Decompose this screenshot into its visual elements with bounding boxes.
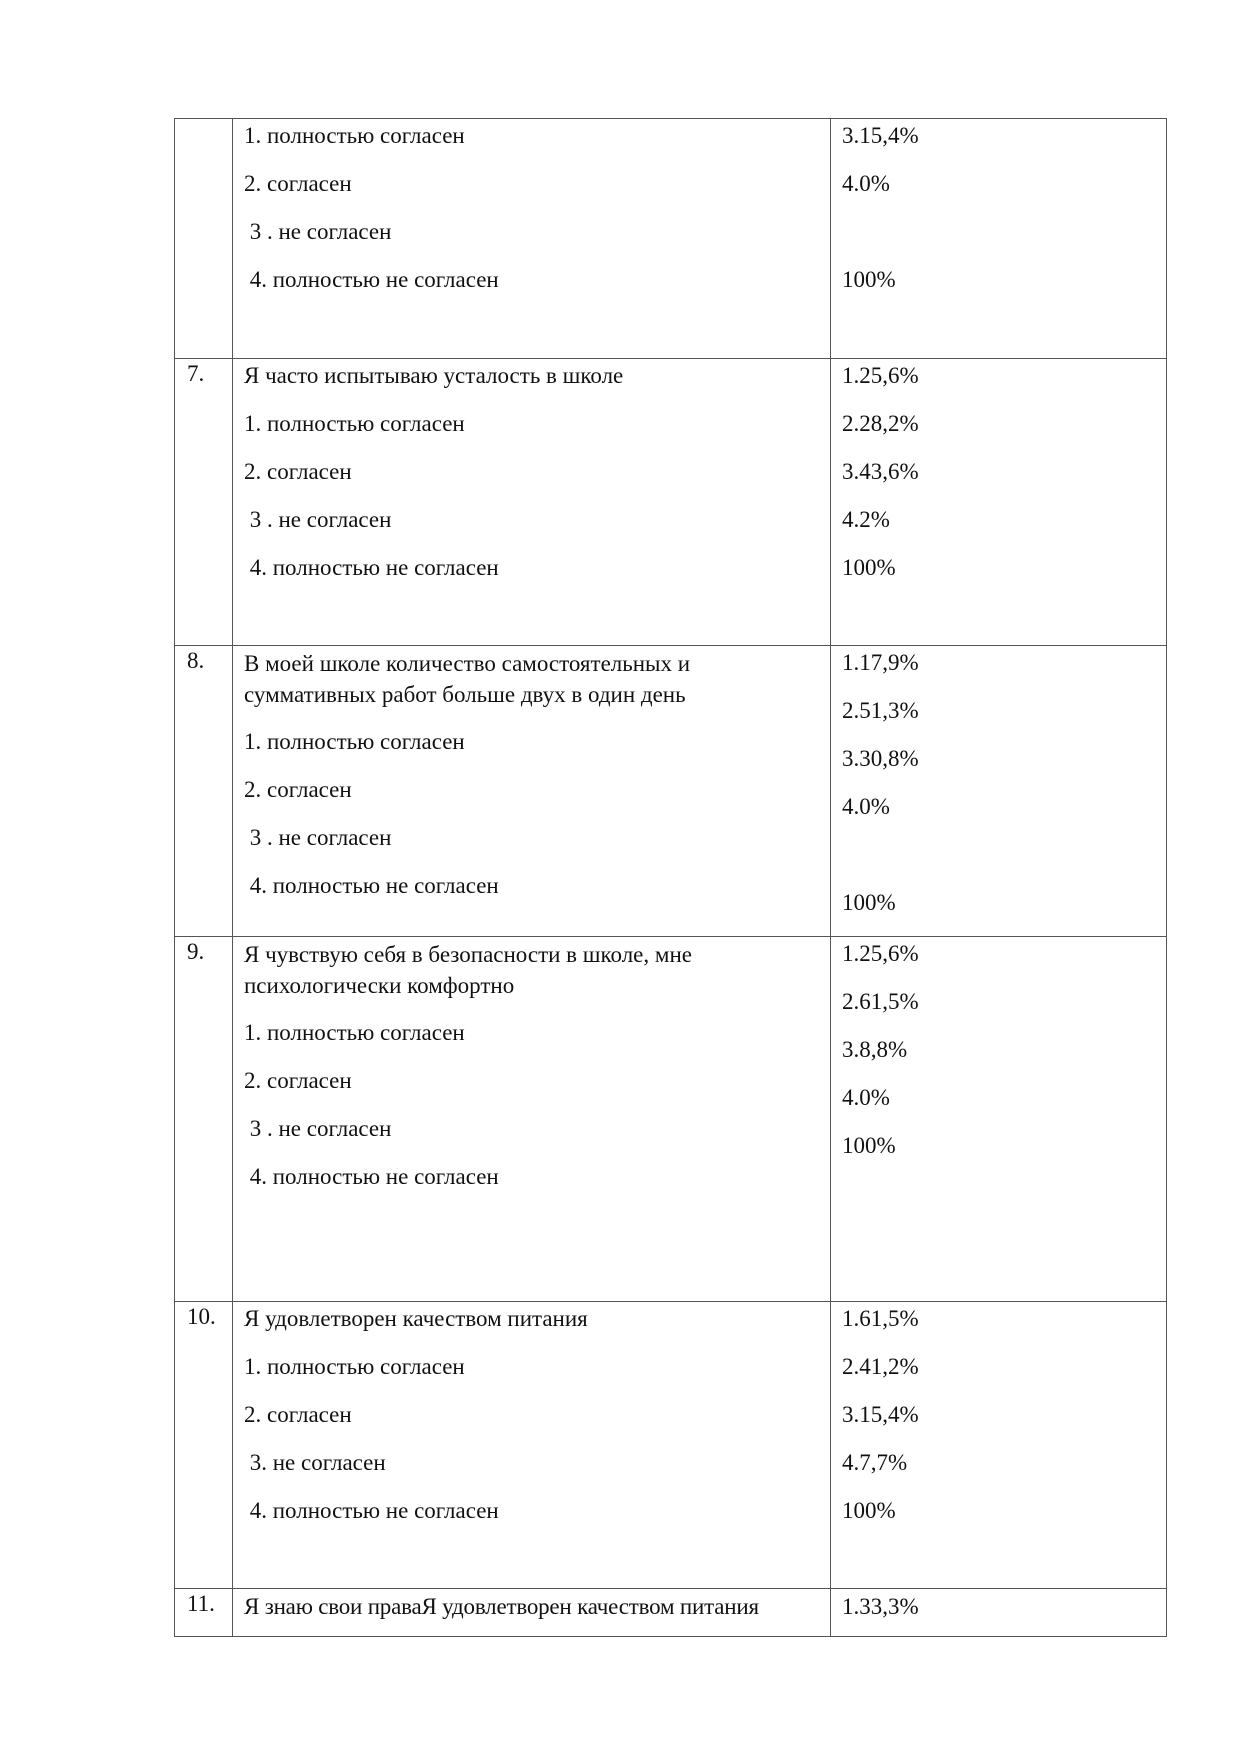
option-3: 3 . не согласен	[244, 825, 392, 850]
option-2: 2. согласен	[244, 777, 352, 802]
option-2: 2. согласен	[244, 171, 352, 196]
result-value: 100%	[842, 267, 896, 292]
option-3: 3 . не согласен	[244, 1116, 392, 1141]
results-cell	[831, 1589, 1167, 1637]
option-2: 2. согласен	[244, 1402, 352, 1427]
option-4: 4. полностью не согласен	[244, 555, 499, 580]
option-4: 4. полностью не согласен	[244, 1164, 499, 1189]
option-4: 4. полностью не согласен	[244, 267, 499, 292]
result-value: 3.15,4%	[842, 1402, 919, 1427]
results-cell	[831, 359, 1167, 646]
results-cell	[831, 937, 1167, 1302]
result-value: 100%	[842, 1133, 896, 1158]
table-row	[175, 1589, 1167, 1637]
result-value	[842, 217, 1166, 265]
question-text: суммативных работ больше двух в один день	[244, 682, 686, 707]
result-value: 4.2%	[842, 507, 890, 532]
option-1: 1. полностью согласен	[244, 1020, 465, 1045]
result-value: 3.43,6%	[842, 459, 919, 484]
option-3: 3 . не согласен	[244, 507, 392, 532]
question-text: психологически комфортно	[244, 973, 515, 998]
option-3: 3. не согласен	[244, 1450, 386, 1475]
question-cell	[233, 1302, 831, 1589]
result-value: 4.7,7%	[842, 1450, 908, 1475]
question-text: Я удовлетворен качеством питания	[244, 1306, 588, 1331]
question-cell	[233, 646, 831, 937]
results-cell	[831, 119, 1167, 359]
result-value	[842, 840, 1166, 888]
option-1: 1. полностью согласен	[244, 123, 465, 148]
option-1: 1. полностью согласен	[244, 1354, 465, 1379]
row-number: 10.	[175, 1302, 233, 1589]
result-value: 100%	[842, 1498, 896, 1523]
table-row	[175, 359, 1167, 646]
result-value: 2.41,2%	[842, 1354, 919, 1379]
question-cell	[233, 119, 831, 359]
result-value: 2.61,5%	[842, 989, 919, 1014]
row-number: 7.	[175, 359, 233, 646]
table-row	[175, 646, 1167, 937]
option-2: 2. согласен	[244, 459, 352, 484]
option-3: 3 . не согласен	[244, 219, 392, 244]
option-2: 2. согласен	[244, 1068, 352, 1093]
table-row	[175, 937, 1167, 1302]
question-text: Я часто испытываю усталость в школе	[244, 363, 624, 388]
question-cell	[233, 1589, 831, 1637]
result-value: 1.25,6%	[842, 941, 919, 966]
result-value: 2.51,3%	[842, 698, 919, 723]
survey-table	[174, 118, 1167, 1637]
results-cell	[831, 1302, 1167, 1589]
question-cell	[233, 937, 831, 1302]
result-value: 2.28,2%	[842, 411, 919, 436]
result-value: 100%	[842, 890, 896, 915]
row-number: 8.	[175, 646, 233, 937]
option-1: 1. полностью согласен	[244, 729, 465, 754]
question-cell	[233, 359, 831, 646]
result-value: 3.8,8%	[842, 1037, 908, 1062]
option-4: 4. полностью не согласен	[244, 873, 499, 898]
row-number: 9.	[175, 937, 233, 1302]
result-value: 1.61,5%	[842, 1306, 919, 1331]
result-value: 4.0%	[842, 171, 890, 196]
result-value: 1.25,6%	[842, 363, 919, 388]
option-4: 4. полностью не согласен	[244, 1498, 499, 1523]
result-value: 4.0%	[842, 1085, 890, 1110]
result-value: 1.33,3%	[842, 1594, 919, 1619]
row-number	[175, 119, 233, 359]
result-value: 4.0%	[842, 794, 890, 819]
table-row	[175, 1302, 1167, 1589]
row-number: 11.	[175, 1589, 233, 1637]
question-text: Я знаю свои праваЯ удовлетворен качеством питания	[244, 1594, 759, 1619]
result-value: 3.15,4%	[842, 123, 919, 148]
question-text: Я чувствую себя в безопасности в школе, мне	[244, 942, 692, 967]
result-value: 100%	[842, 555, 896, 580]
question-text: В моей школе количество самостоятельных и	[244, 651, 691, 676]
result-value: 3.30,8%	[842, 746, 919, 771]
result-value: 1.17,9%	[842, 650, 919, 675]
table-row	[175, 119, 1167, 359]
option-1: 1. полностью согласен	[244, 411, 465, 436]
results-cell	[831, 646, 1167, 937]
